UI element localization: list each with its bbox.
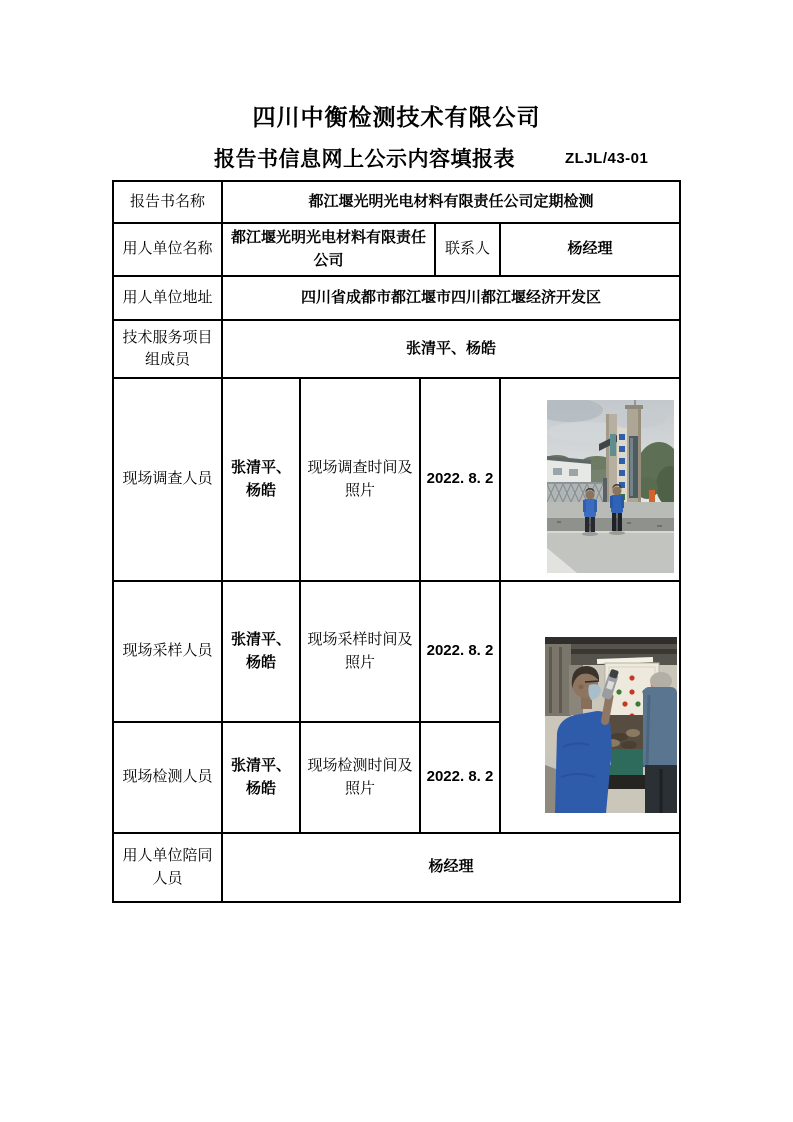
employer-address-label: 用人单位地址 xyxy=(113,276,222,320)
report-name-value: 都江堰光明光电材料有限责任公司定期检测 xyxy=(222,181,680,223)
survey-photo-cell xyxy=(500,378,680,581)
survey-label: 现场调查人员 xyxy=(113,378,222,581)
testing-personnel: 张清平、杨皓 xyxy=(222,722,300,833)
sampling-label: 现场采样人员 xyxy=(113,581,222,722)
survey-date: 2022. 8. 2 xyxy=(420,378,500,581)
form-title: 报告书信息网上公示内容填报表 xyxy=(214,148,515,171)
project-team-value: 张清平、杨皓 xyxy=(222,320,680,378)
sampling-personnel: 张清平、杨皓 xyxy=(222,581,300,722)
onsite-sampling-photo xyxy=(545,637,675,813)
row-sampling xyxy=(113,581,680,722)
accompanying-label: 用人单位陪同人员 xyxy=(113,833,222,902)
row-employer-name xyxy=(113,223,680,276)
employer-name-value: 都江堰光明光电材料有限责任公司 xyxy=(222,223,435,276)
testing-date: 2022. 8. 2 xyxy=(420,722,500,833)
row-accompanying xyxy=(113,833,680,902)
sampling-date: 2022. 8. 2 xyxy=(420,581,500,722)
row-employer-address xyxy=(113,276,680,320)
factory-gate-group-photo xyxy=(547,400,675,573)
contact-name: 杨经理 xyxy=(500,223,680,276)
project-team-label: 技术服务项目组成员 xyxy=(113,320,222,378)
row-project-team xyxy=(113,320,680,378)
form-code: ZLJL/43-01 xyxy=(565,150,649,167)
report-info-table xyxy=(112,180,681,903)
survey-personnel: 张清平、杨皓 xyxy=(222,378,300,581)
contact-label: 联系人 xyxy=(435,223,500,276)
sampling-photo-cell xyxy=(500,581,680,833)
employer-name-label: 用人单位名称 xyxy=(113,223,222,276)
testing-label: 现场检测人员 xyxy=(113,722,222,833)
report-name-label: 报告书名称 xyxy=(113,181,222,223)
employer-address-value: 四川省成都市都江堰市四川都江堰经济开发区 xyxy=(222,276,680,320)
survey-time-photo-label: 现场调查时间及照片 xyxy=(300,378,420,581)
row-report-name xyxy=(113,181,680,223)
accompanying-value: 杨经理 xyxy=(222,833,680,902)
row-survey xyxy=(113,378,680,581)
company-title: 四川中衡检测技术有限公司 xyxy=(252,104,541,130)
testing-time-photo-label: 现场检测时间及照片 xyxy=(300,722,420,833)
sampling-time-photo-label: 现场采样时间及照片 xyxy=(300,581,420,722)
